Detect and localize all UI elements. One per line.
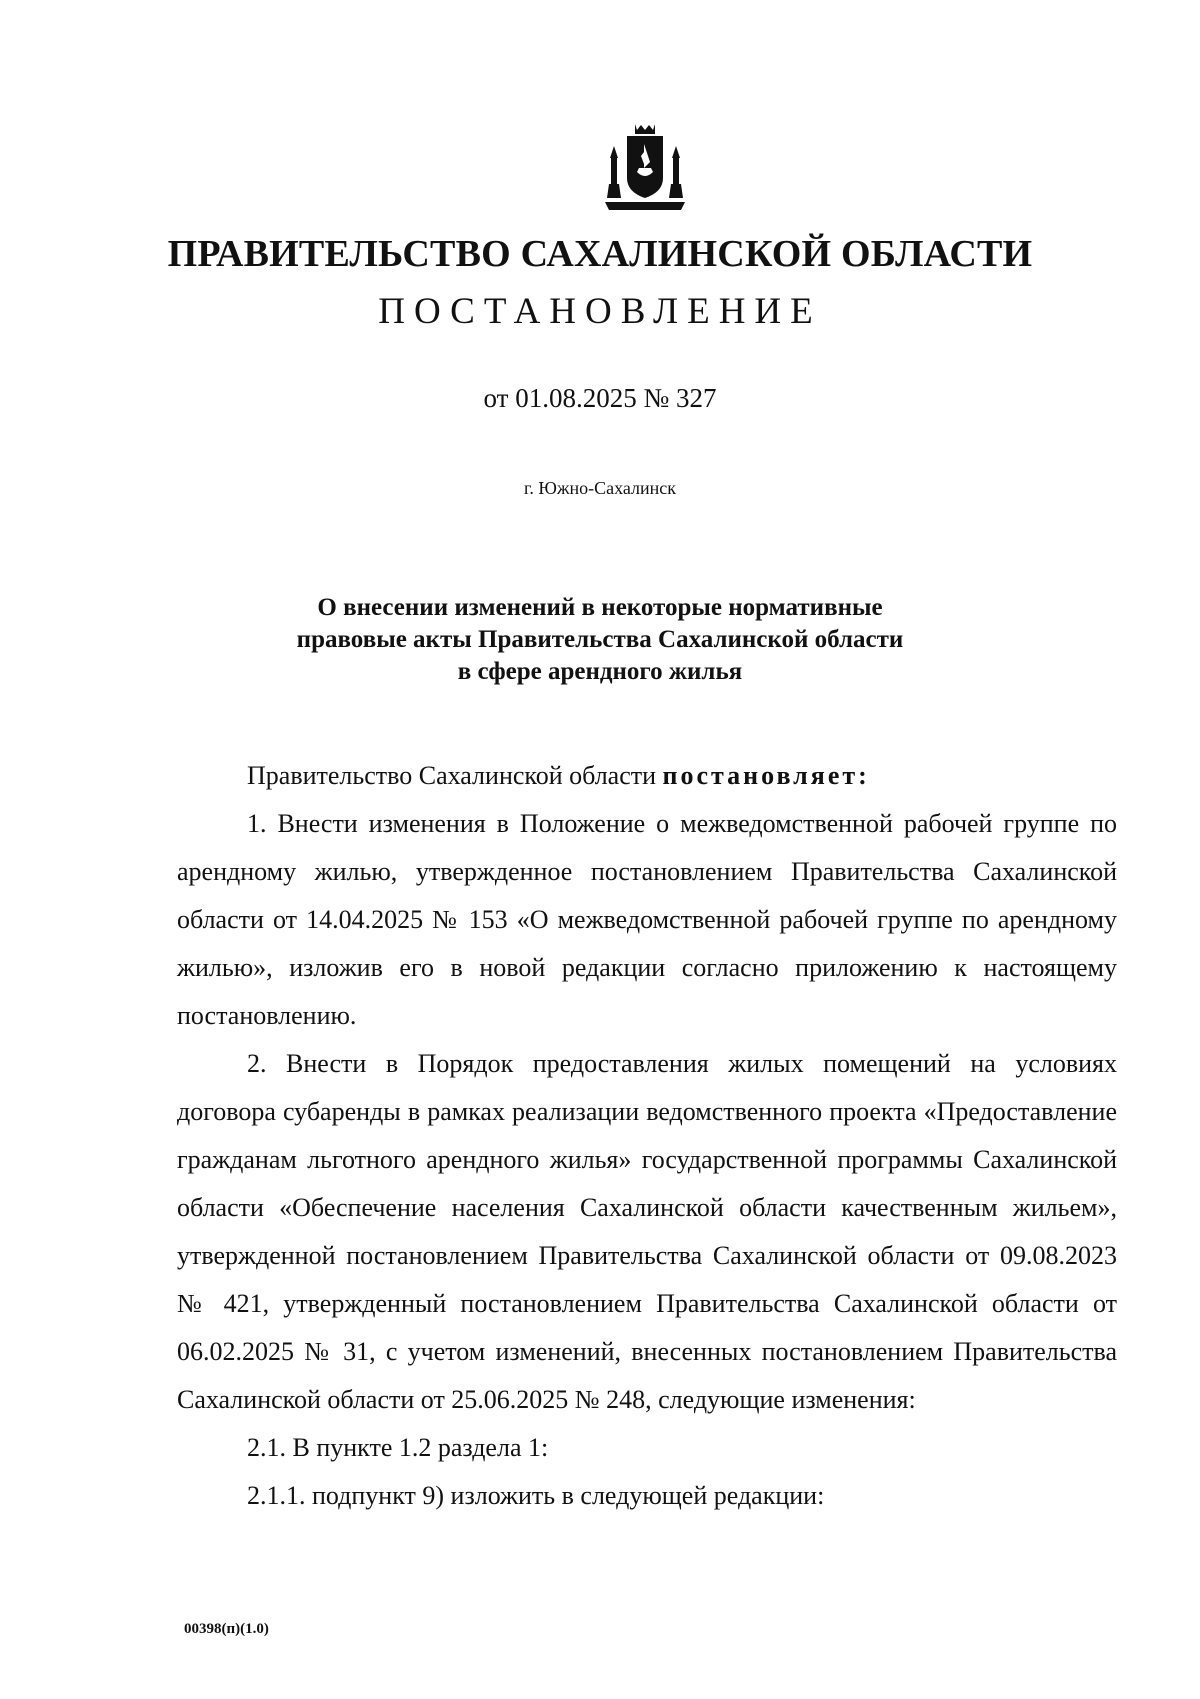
coat-of-arms-icon <box>597 122 693 216</box>
intro-text: Правительство Сахалинской области <box>247 761 663 790</box>
subject-line: правовые акты Правительства Сахалинской области <box>296 626 904 653</box>
body-paragraph: 2.1. В пункте 1.2 раздела 1: <box>247 1433 549 1462</box>
form-code: 00398(п)(1.0) <box>184 1621 269 1637</box>
subject-line: в сфере арендного жилья <box>457 658 743 685</box>
intro-paragraph <box>177 752 1117 800</box>
subject-line: О внесении изменений в некоторые нормативные <box>317 594 883 621</box>
document-type: ПОСТАНОВЛЕНИЕ <box>378 291 822 332</box>
organization-title: ПРАВИТЕЛЬСТВО САХАЛИНСКОЙ ОБЛАСТИ <box>167 233 1033 275</box>
resolves-word: постановляет: <box>662 761 870 790</box>
document-date-number: от 01.08.2025 № 327 <box>483 383 717 413</box>
document-subject <box>0 592 1200 688</box>
document-body <box>177 752 1117 1520</box>
body-paragraph: 2.1.1. подпункт 9) изложить в следующей редакции: <box>247 1481 825 1510</box>
body-paragraph: 2. Внести в Порядок предоставления жилых помещений на условиях договора субаренды в рамках реализации ведомственного проекта «Предоставление гражданам льготного арендного жилья» государственной программы Сахалинской области «Обеспечение населения Сахалинской области качественным жильем», утвержденной постановлением Правительства Сахалинской области от 09.08.2023 № 421, утвержденный постановлением Правительства Сахалинской области от 06.02.2025 № 31, с учетом изменений, внесенных постановлением Правительства Сахалинской области от 25.06.2025 № 248, следующие изменения: <box>177 1049 1117 1414</box>
issuing-city: г. Южно-Сахалинск <box>523 478 677 498</box>
body-paragraph: 1. Внести изменения в Положение о межведомственной рабочей группе по арендному жилью, утвержденное постановлением Правительства Сахалинской области от 14.04.2025 № 153 «О межведомственной рабочей группе по арендному жилью», изложив его в новой редакции согласно приложению к настоящему постановлению. <box>177 809 1117 1030</box>
